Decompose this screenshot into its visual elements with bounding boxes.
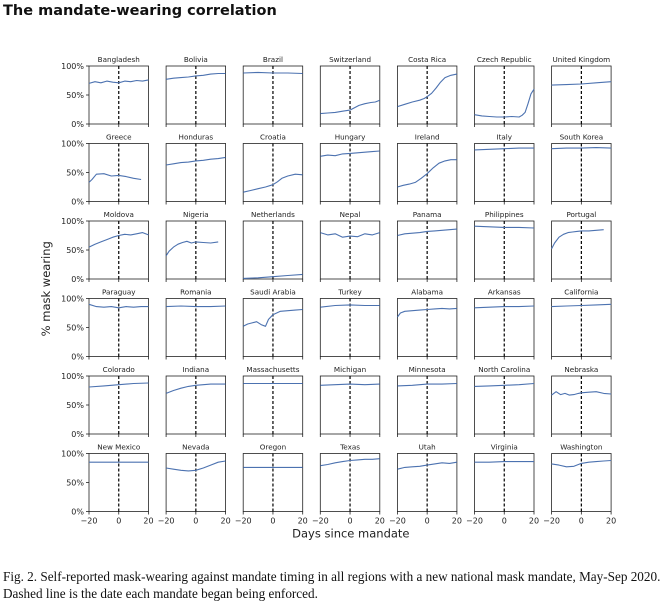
series-line — [166, 306, 226, 307]
panel-title: Hungary — [334, 132, 366, 142]
panel-frame — [166, 221, 226, 279]
panel-frame — [166, 66, 226, 124]
panel-title: Moldova — [103, 210, 134, 219]
panel-title: South Korea — [559, 132, 604, 142]
y-tick-label: 0% — [71, 352, 84, 362]
x-tick-label: 20 — [606, 516, 617, 526]
y-tick-label: 100% — [61, 294, 84, 304]
y-tick-label: 50% — [66, 323, 84, 333]
x-tick-label: 20 — [374, 516, 385, 526]
x-tick-label: 20 — [451, 516, 462, 526]
panel-title: Michigan — [333, 365, 367, 374]
panel-title: Washington — [560, 442, 603, 452]
panel-title: Saudi Arabia — [250, 287, 296, 297]
panel-title: Texas — [340, 442, 360, 452]
figure-caption: Fig. 2. Self-reported mask-wearing against mandate timing in all regions with a new national mask mandate, May-Sep 2020. Dashed line is the date each mandate began being enforced. — [3, 569, 661, 601]
panel-title: Panama — [412, 210, 442, 219]
panel-frame — [552, 299, 612, 357]
x-tick-label: −20 — [543, 516, 561, 526]
panel-frame — [166, 144, 226, 202]
panel-title: Colorado — [102, 365, 135, 374]
panel-frame — [243, 299, 303, 357]
panel-frame — [552, 66, 612, 124]
panel-frame — [89, 221, 149, 279]
panel-frame — [552, 376, 612, 434]
panel-frame — [397, 299, 457, 357]
x-tick-label: 20 — [143, 516, 154, 526]
panel-frame — [552, 454, 612, 512]
y-tick-label: 100% — [61, 62, 84, 71]
panel-title: Massachusetts — [246, 365, 300, 374]
panel-frame — [397, 66, 457, 124]
panel-title: Costa Rica — [408, 55, 447, 64]
panel-frame — [243, 454, 303, 512]
panel-title: Nebraska — [564, 365, 599, 374]
panel-title: New Mexico — [97, 442, 141, 452]
y-tick-label: 100% — [61, 372, 84, 381]
x-tick-label: 0 — [270, 516, 276, 526]
panel-frame — [552, 144, 612, 202]
panel-title: Oregon — [259, 442, 287, 452]
y-tick-label: 100% — [61, 449, 84, 459]
panel-title: Nevada — [182, 442, 210, 452]
x-tick-label: −20 — [388, 516, 406, 526]
panel-title: California — [564, 287, 599, 297]
panel-frame — [320, 454, 380, 512]
x-tick-label: 0 — [347, 516, 353, 526]
y-tick-label: 0% — [71, 430, 84, 439]
panel-frame — [243, 66, 303, 124]
panel-title: Croatia — [260, 132, 286, 142]
y-tick-label: 0% — [71, 507, 84, 517]
y-axis-label: % mask wearing — [39, 241, 53, 337]
y-tick-label: 50% — [66, 401, 84, 410]
panel-title: Ireland — [414, 132, 440, 142]
panel-title: United Kingdom — [552, 55, 611, 64]
panel-title: Bolivia — [183, 55, 208, 64]
panel-frame — [320, 299, 380, 357]
series-line — [243, 72, 303, 73]
panel-frame — [475, 144, 535, 202]
x-tick-label: 20 — [220, 516, 231, 526]
series-line — [89, 233, 149, 248]
x-tick-label: 0 — [501, 516, 507, 526]
y-tick-label: 0% — [71, 275, 84, 284]
x-axis-label: Days since mandate — [292, 526, 410, 541]
page-title: The mandate-wearing correlation — [3, 3, 277, 19]
panel-frame — [89, 66, 149, 124]
panel-title: Turkey — [338, 287, 362, 297]
y-tick-label: 50% — [66, 478, 84, 488]
series-line — [475, 306, 535, 308]
panel-frame — [166, 376, 226, 434]
panel-title: Portugal — [566, 210, 597, 219]
panel-title: North Carolina — [478, 365, 531, 374]
panel-title: Alabama — [411, 287, 444, 297]
panel-frame — [397, 144, 457, 202]
panel-title: Nigeria — [182, 210, 209, 219]
panel-title: Philippines — [484, 210, 524, 219]
panel-title: Netherlands — [251, 210, 295, 219]
panel-frame — [320, 221, 380, 279]
series-line — [397, 384, 457, 386]
x-tick-label: −20 — [311, 516, 329, 526]
panel-title: Nepal — [339, 210, 361, 219]
y-tick-label: 100% — [61, 139, 84, 149]
x-tick-label: −20 — [157, 516, 175, 526]
panel-frame — [397, 454, 457, 512]
x-tick-label: 0 — [424, 516, 430, 526]
series-line — [320, 384, 380, 385]
series-line — [166, 241, 218, 256]
y-tick-label: 50% — [66, 246, 84, 255]
panel-title: Romania — [180, 287, 212, 297]
series-line — [552, 148, 612, 149]
x-tick-label: 0 — [193, 516, 199, 526]
panel-title: Indiana — [182, 365, 210, 374]
panel-frame — [243, 376, 303, 434]
x-tick-label: 20 — [297, 516, 308, 526]
series-line — [89, 174, 141, 183]
y-tick-label: 50% — [66, 168, 84, 178]
panel-frame — [475, 66, 535, 124]
panel-title: Utah — [418, 442, 436, 452]
y-tick-label: 100% — [61, 217, 84, 226]
series-line — [475, 462, 535, 463]
x-tick-label: −20 — [234, 516, 252, 526]
panel-title: Virginia — [490, 442, 518, 452]
panel-frame — [243, 144, 303, 202]
x-tick-label: 0 — [116, 516, 122, 526]
panel-title: Paraguay — [101, 287, 136, 297]
panel-title: Greece — [105, 132, 132, 142]
panel-frame — [320, 66, 380, 124]
x-tick-label: −20 — [80, 516, 98, 526]
x-tick-label: −20 — [466, 516, 483, 526]
y-tick-label: 0% — [71, 197, 84, 207]
panel-frame — [243, 221, 303, 279]
x-tick-label: 20 — [528, 516, 540, 526]
panel-frame — [89, 144, 149, 202]
x-tick-label: 0 — [578, 516, 584, 526]
panel-frame — [166, 299, 226, 357]
panel-frame — [475, 221, 535, 279]
y-tick-label: 50% — [66, 91, 84, 100]
panel-title: Bangladesh — [97, 55, 140, 64]
series-line — [552, 230, 604, 249]
panel-title: Minnesota — [408, 365, 446, 374]
panel-title: Brazil — [262, 55, 283, 64]
panel-title: Honduras — [178, 132, 214, 142]
y-tick-label: 0% — [71, 120, 84, 129]
panel-title: Switzerland — [329, 55, 372, 64]
panel-title: Czech Republic — [476, 55, 532, 64]
panel-frame — [397, 376, 457, 434]
panel-title: Arkansas — [487, 287, 521, 297]
panel-title: Italy — [496, 132, 513, 142]
